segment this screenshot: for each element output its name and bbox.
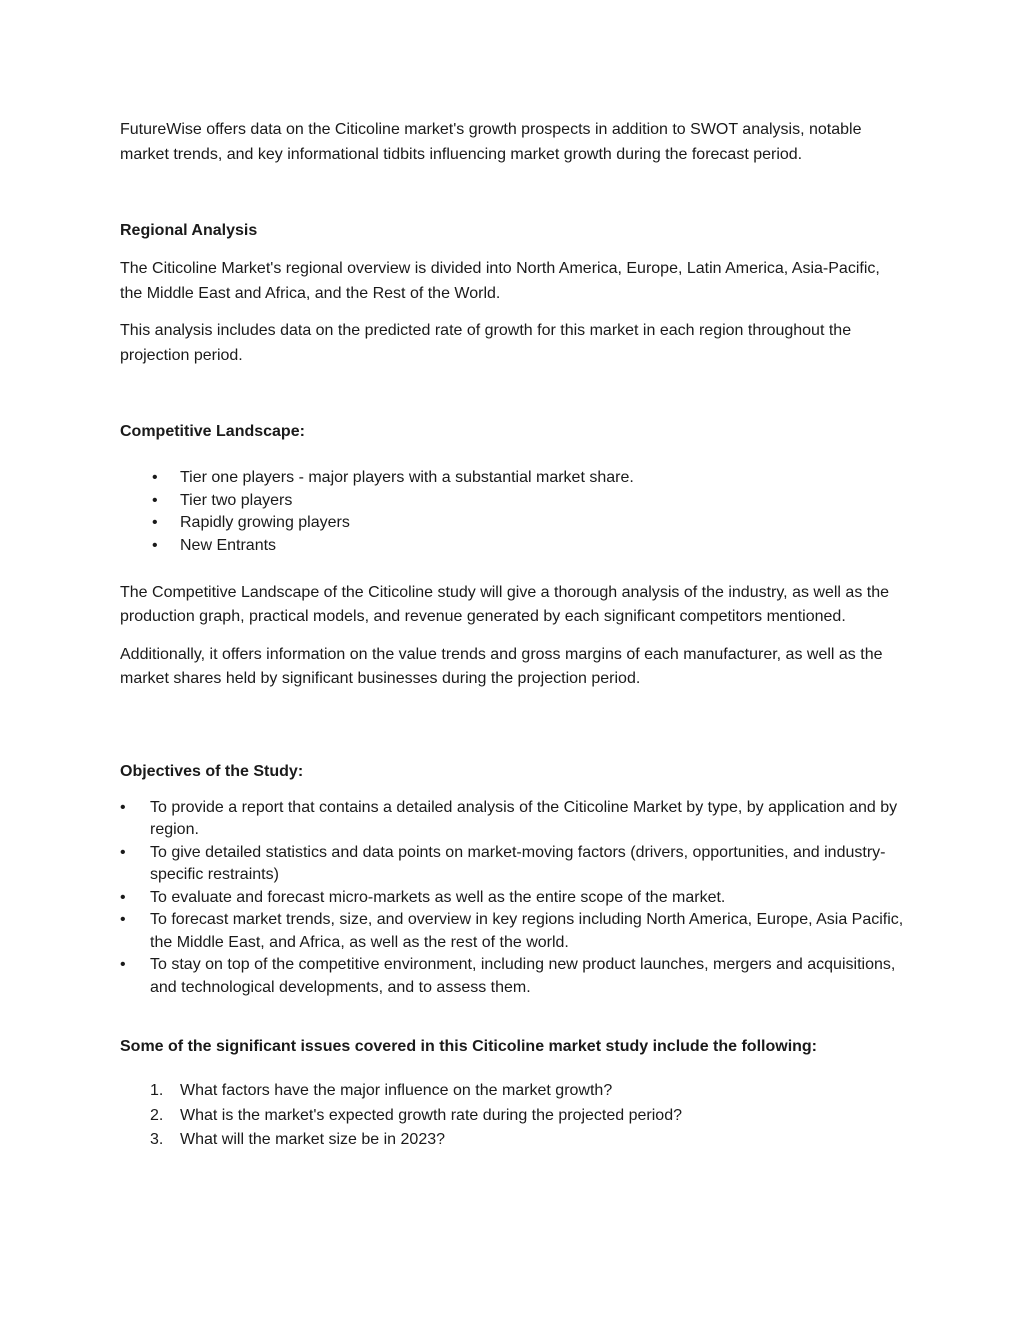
list-item: 1. What factors have the major influence on the market growth? bbox=[120, 1079, 906, 1103]
issues-list bbox=[120, 1079, 906, 1152]
list-item: • To stay on top of the competitive environment, including new product launches, mergers and acquisitions, and technological developments, and to assess them. bbox=[120, 956, 896, 996]
regional-analysis-heading: Regional Analysis bbox=[120, 222, 258, 239]
list-item: • Tier one players - major players with a substantial market share. bbox=[120, 467, 906, 490]
competitive-landscape-heading: Competitive Landscape: bbox=[120, 423, 305, 440]
list-number: 3. bbox=[150, 1130, 164, 1148]
list-item: • To provide a report that contains a detailed analysis of the Citicoline Market by type, by application and by region. bbox=[120, 798, 898, 839]
list-number: 1. bbox=[150, 1082, 164, 1100]
list-item: • Rapidly growing players bbox=[120, 512, 906, 535]
bullet-icon: • bbox=[120, 956, 126, 974]
list-item: • To forecast market trends, size, and overview in key regions including North America, Europe, Asia Pacific, the Middle East, and Africa, as well as the rest of the world. bbox=[120, 911, 904, 951]
list-item: • New Entrants bbox=[120, 535, 906, 558]
bullet-icon: • bbox=[120, 843, 126, 861]
competitive-paragraph-1: The Competitive Landscape of the Citicoline study will give a thorough analysis of the industry, as well as the production graph, practical models, and revenue generated by each significant competitors mentioned. bbox=[120, 583, 889, 626]
intro-paragraph: FutureWise offers data on the Citicoline market's growth prospects in addition to SWOT analysis, notable market trends, and key informational tidbits influencing market growth during the forecast period. bbox=[120, 121, 862, 163]
bullet-icon: • bbox=[120, 911, 126, 929]
bullet-icon: • bbox=[152, 491, 158, 509]
list-item: 2. What is the market's expected growth rate during the projected period? bbox=[120, 1104, 906, 1128]
objectives-heading: Objectives of the Study: bbox=[120, 762, 304, 780]
issues-heading: Some of the significant issues covered in this Citicoline market study include the following: bbox=[120, 1038, 818, 1056]
bullet-icon: • bbox=[120, 888, 126, 906]
objectives-list bbox=[120, 797, 906, 1000]
bullet-icon: • bbox=[120, 798, 126, 816]
list-item: • Tier two players bbox=[120, 490, 906, 513]
regional-paragraph-1: The Citicoline Market's regional overview is divided into North America, Europe, Latin America, Asia-Pacific, the Middle East and Africa, and the Rest of the World. bbox=[120, 260, 880, 302]
list-item: • To evaluate and forecast micro-markets as well as the entire scope of the market. bbox=[120, 887, 906, 910]
regional-paragraph-2: This analysis includes data on the predicted rate of growth for this market in each region throughout the projection period. bbox=[120, 322, 852, 364]
list-item: 3. What will the market size be in 2023? bbox=[120, 1128, 906, 1152]
bullet-icon: • bbox=[152, 469, 158, 486]
document-page bbox=[120, 118, 906, 1152]
competitive-list bbox=[120, 467, 906, 558]
list-item: • To give detailed statistics and data points on market-moving factors (drivers, opportunities, and industry-specific restraints) bbox=[120, 843, 886, 884]
list-number: 2. bbox=[150, 1106, 164, 1124]
bullet-icon: • bbox=[152, 514, 158, 532]
competitive-paragraph-2: Additionally, it offers information on the value trends and gross margins of each manufacturer, as well as the market shares held by significant businesses during the projection period. bbox=[120, 645, 883, 688]
bullet-icon: • bbox=[152, 537, 158, 555]
